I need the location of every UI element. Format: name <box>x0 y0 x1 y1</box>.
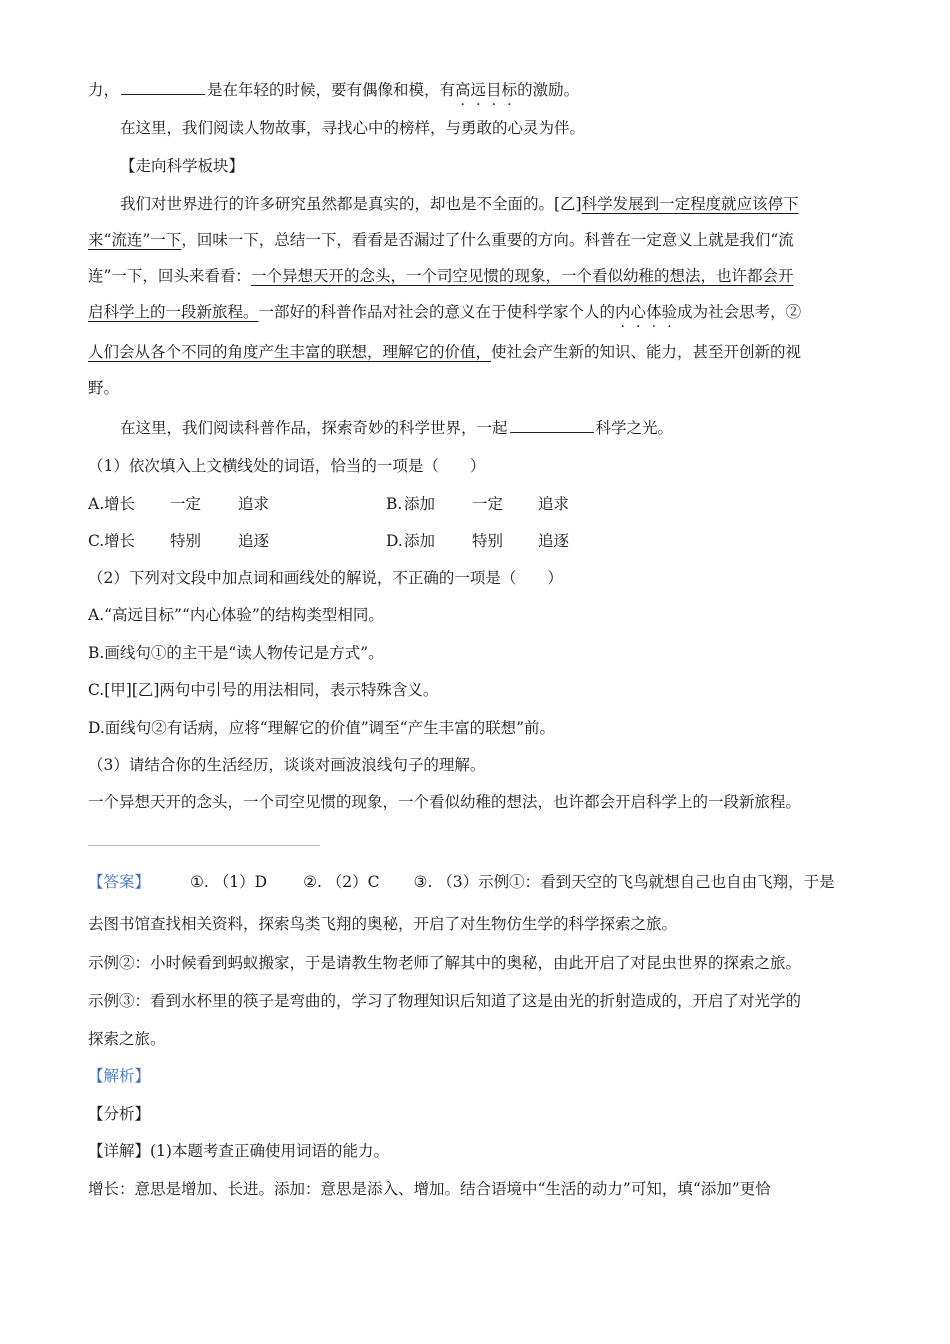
q2-option-c: C.[甲][乙]两句中引号的用法相同，表示特殊含义。 <box>88 681 439 699</box>
question-2-prompt: （2）下列对文段中加点词和画线处的解说，不正确的一项是（ ） <box>88 569 563 587</box>
passage-line-1 <box>88 80 868 100</box>
q2-option-b: B.画线句①的主干是“读人物传记是方式”。 <box>88 644 384 662</box>
option-word: 追逐 <box>238 532 270 550</box>
section-heading: 【走向科学板块】 <box>120 157 245 175</box>
text: 力， <box>88 81 120 99</box>
passage-line-2: 在这里，我们阅读人物故事，寻找心中的榜样，与勇敢的心灵为伴。 <box>120 119 586 137</box>
option-letter: C. <box>88 532 105 550</box>
fill-blank-3 <box>510 418 594 433</box>
answer-label: 【答案】 <box>88 873 151 891</box>
separator-line <box>88 845 320 846</box>
option-letter: A. <box>88 495 105 513</box>
text: 一部好的科普作品对社会的意义在于使科学家个人的 <box>258 303 616 321</box>
answer-item: ②. （2）C <box>303 873 380 891</box>
dotted-phrase-gaoyuan: 高远目标 <box>455 81 518 99</box>
option-word: 增长 <box>104 495 136 513</box>
option-word: 追求 <box>538 495 570 513</box>
dotted-phrase-neixin: 内心体验 <box>615 303 678 321</box>
fill-blank-1 <box>121 80 205 95</box>
text: 我们对世界进行的许多研究虽然都是真实的，却也是不全面的。[乙] <box>120 195 582 213</box>
underlined-sentence-yi: 科学发展到一定程度就应该停下 <box>581 195 799 213</box>
option-word: 一定 <box>170 495 202 513</box>
answer-line-3: 示例②：小时候看到蚂蚁搬家，于是请教生物老师了解其中的奥秘，由此开启了对昆虫世界的探索之旅。 <box>88 954 802 972</box>
option-word: 一定 <box>472 495 504 513</box>
question-3-prompt: （3）请结合你的生活经历，谈谈对画波浪线句子的理解。 <box>88 756 486 774</box>
text: 的激励。 <box>517 81 580 99</box>
question-3-sentence: 一个异想天开的念头，一个司空见惯的现象，一个看似幼稚的想法，也许都会开启科学上的一段新旅程。 <box>88 793 802 811</box>
answer-line-2: 去图书馆查找相关资料，探索鸟类飞翔的奥秘，开启了对生物仿生学的科学探索之旅。 <box>88 915 678 933</box>
underlined-sentence-2: 人们会从各个不同的角度产生丰富的联想，理解它的价值， <box>88 343 492 361</box>
paragraph-line <box>88 342 868 362</box>
paragraph-line: 野。 <box>88 379 120 397</box>
option-letter: D. <box>386 532 403 550</box>
fenxi-label: 【分析】 <box>88 1105 151 1123</box>
option-letter: B. <box>386 495 403 513</box>
text: ，回味一下，总结一下，看看是否漏过了什么重要的方向。科普在一定意义上就是我们“流 <box>181 231 794 249</box>
option-word: 特别 <box>170 532 202 550</box>
text: 连”一下，回头来看看： <box>88 267 251 285</box>
option-word: 特别 <box>472 532 504 550</box>
answer-item: ③. （3）示例①：看到天空的飞鸟就想自己也自由飞翔，于是 <box>413 873 835 891</box>
option-word: 增长 <box>104 532 136 550</box>
paragraph-line <box>120 418 900 438</box>
text: 成为社会思考，② <box>677 303 802 321</box>
answer-line-1 <box>88 872 868 892</box>
explanation-line: 增长：意思是增加、长进。添加：意思是添入、增加。结合语境中“生活的动力”可知，填“添加”更恰 <box>88 1180 771 1198</box>
paragraph-line <box>120 194 900 214</box>
text: 使社会产生新的知识、能力，甚至开创新的视 <box>491 343 802 361</box>
option-word: 添加 <box>404 495 436 513</box>
text: 是在年轻的时候，要有偶像和模，有 <box>207 81 456 99</box>
option-word: 添加 <box>404 532 436 550</box>
answer-item: ①. （1）D <box>190 873 268 891</box>
paragraph-line <box>88 266 868 286</box>
analysis-label: 【解析】 <box>88 1067 151 1085</box>
answer-line-4: 示例③：看到水杯里的筷子是弯曲的，学习了物理知识后知道了这是由光的折射造成的，开启了对光学的 <box>88 992 802 1010</box>
paragraph-line <box>88 302 868 322</box>
q2-option-a: A.“高远目标”“内心体验”的结构类型相同。 <box>88 606 384 624</box>
underlined-sentence-yi: 来“流连”一下 <box>88 231 182 249</box>
text: 在这里，我们阅读科普作品，探索奇妙的科学世界，一起 <box>120 419 508 437</box>
option-word: 追逐 <box>538 532 570 550</box>
option-word: 追求 <box>238 495 270 513</box>
q2-option-d: D.面线句②有话病，应将“理解它的价值”调至“产生丰富的联想”前。 <box>88 719 556 737</box>
question-1-prompt: （1）依次填入上文横线处的词语，恰当的一项是（ ） <box>88 457 486 475</box>
answer-line-5: 探索之旅。 <box>88 1030 166 1048</box>
wavy-sentence: 一个异想天开的念头，一个司空见惯的现象，一个看似幼稚的想法，也许都会开 <box>250 267 794 285</box>
wavy-sentence: 启科学上的一段新旅程。 <box>88 303 259 321</box>
xiangjie-line: 【详解】(1)本题考查正确使用词语的能力。 <box>88 1142 389 1160</box>
text: 科学之光。 <box>595 419 674 437</box>
paragraph-line <box>88 230 868 250</box>
